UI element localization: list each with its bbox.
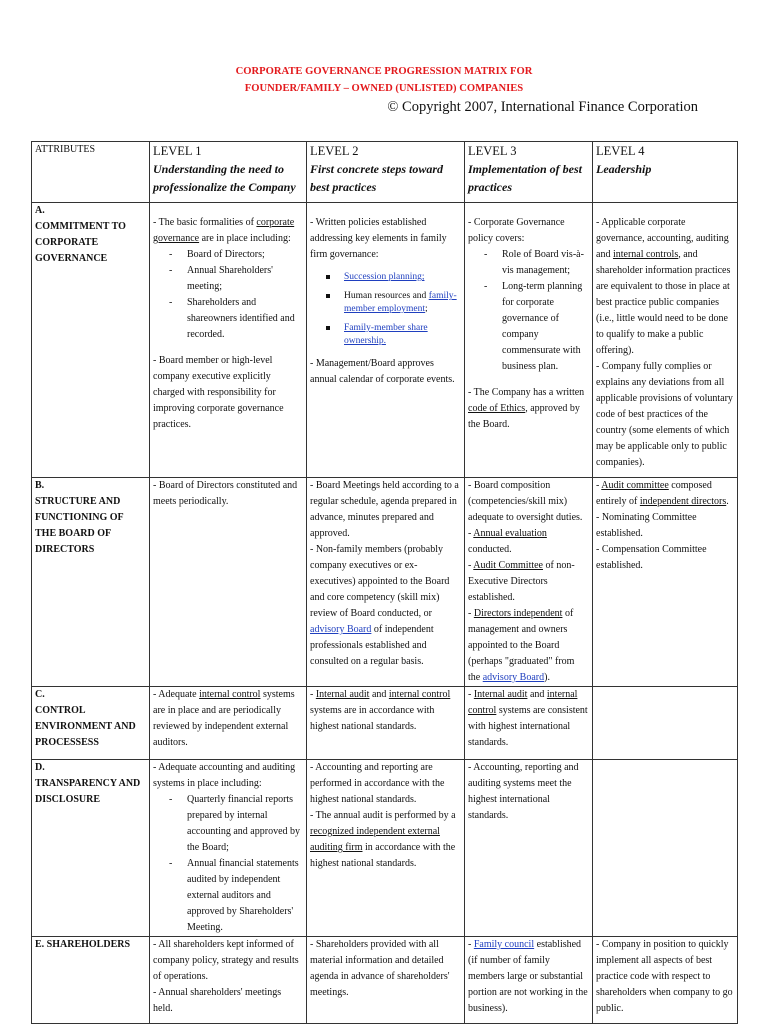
cell-text: - Corporate Governance policy covers: — [468, 217, 565, 244]
directors-independent-link[interactable]: Directors independent — [473, 608, 563, 619]
list-item: - Annual Shareholders' meeting; — [187, 263, 303, 295]
cell-text: - — [468, 939, 474, 950]
cell-shareholders-level-1 — [150, 937, 307, 1024]
internal-audit-link[interactable]: Internal audit — [315, 689, 370, 700]
list — [310, 271, 461, 348]
cell-text: - — [596, 480, 602, 491]
cell-text: - Adequate — [153, 689, 200, 700]
list-item — [344, 271, 461, 284]
level-3-subtitle: Implementation of best practices — [468, 162, 582, 194]
document-title — [0, 63, 768, 97]
cell-control-level-1 — [150, 687, 307, 760]
cell-commitment-level-1 — [150, 203, 307, 478]
cell-text: of independent professionals established and consulted on a regular basis. — [310, 624, 434, 667]
internal-control-link[interactable]: internal control — [199, 689, 261, 700]
cell-text: - Compensation Committee established. — [596, 544, 707, 571]
cell-text: - Board of Directors constituted and meets periodically. — [153, 480, 298, 507]
cell-text: . — [726, 496, 729, 507]
cell-text: systems are consistent with highest international standards. — [468, 705, 588, 748]
attribute-letter: D. — [35, 762, 45, 773]
copyright-notice: © Copyright 2007, International Finance Corporation — [387, 99, 698, 115]
cell-board-level-4 — [593, 478, 738, 687]
cell-text: , and shareholder information practices are equivalent to those in place at best practice public companies (i.e., little would need to be done to qualify to make a public offering). — [596, 249, 731, 356]
cell-control-level-2 — [307, 687, 465, 760]
cell-text: - Company fully complies or explains any deviations from all applicable provisions of voluntary code of best practices of the country (some elements of which may be applicable only to public companies). — [596, 361, 733, 468]
cell-text — [596, 478, 734, 510]
cell-text: - Applicable corporate governance, accounting, auditing and — [596, 217, 729, 260]
audit-committee-link[interactable]: Audit committee — [601, 480, 669, 491]
cell-text: ; — [425, 304, 428, 314]
header-row — [32, 142, 738, 203]
cell-board-level-1 — [150, 478, 307, 687]
attribute-control-environment — [32, 687, 150, 760]
cell-text: - — [468, 560, 474, 571]
cell-text: - Accounting and reporting are performed in accordance with the highest national standards. — [310, 762, 445, 805]
cell-text: - — [468, 689, 474, 700]
cell-text: systems are in place and are periodically reviewed by independent external auditors. — [153, 689, 295, 748]
cell-text: - — [468, 528, 474, 539]
external-auditing-firm-link[interactable]: recognized independent external auditing firm — [310, 826, 440, 853]
cell-text: established (if number of family members large or substantial portion are not working in the business). — [468, 939, 588, 1014]
table-row-control-environment — [32, 687, 738, 760]
list-item: - Long-term planning for corporate governance of company commensurate with business plan. — [502, 279, 589, 375]
cell-board-level-3 — [465, 478, 593, 687]
cell-text — [468, 558, 589, 606]
attribute-commitment — [32, 203, 150, 478]
cell-control-level-3 — [465, 687, 593, 760]
attribute-name: CONTROL ENVIRONMENT AND PROCESSESS — [35, 705, 136, 748]
list — [468, 247, 589, 375]
cell-text: - — [310, 689, 316, 700]
attribute-letter: B. — [35, 480, 45, 491]
attribute-name: E. SHAREHOLDERS — [35, 939, 131, 950]
cell-text: of management and owners appointed to the Board (perhaps "graduated" from the — [468, 608, 575, 683]
table-row-commitment — [32, 203, 738, 478]
cell-shareholders-level-2 — [307, 937, 465, 1024]
cell-text: - Shareholders provided with all material information and detailed agenda in advance of shareholders' meetings. — [310, 939, 450, 998]
cell-text: of non-Executive Directors established. — [468, 560, 575, 603]
attribute-board-structure — [32, 478, 150, 687]
cell-text: - Non-family members (probably company executives or ex-executives) appointed to the Board and core competency (skill mix) review of Board conducted, or — [310, 544, 450, 619]
audit-committee-link[interactable]: Audit Committee — [473, 560, 543, 571]
cell-text — [310, 808, 461, 872]
independent-directors-link[interactable]: independent directors — [639, 496, 727, 507]
succession-planning-link[interactable]: Succession planning; — [344, 272, 425, 282]
attribute-name: COMMITMENT TO CORPORATE GOVERNANCE — [35, 221, 126, 264]
header-level-4 — [593, 142, 738, 203]
level-3-name: LEVEL 3 — [468, 144, 517, 158]
cell-text: - Accounting, reporting and auditing systems meet the highest international standards. — [468, 762, 579, 821]
advisory-board-link[interactable]: advisory Board — [310, 624, 372, 635]
cell-transparency-level-1 — [150, 760, 307, 937]
cell-text: - Adequate accounting and auditing systems in place including: — [153, 762, 296, 789]
cell-text: and — [527, 689, 547, 700]
advisory-board-link[interactable]: advisory Board — [482, 672, 545, 683]
list-item — [344, 322, 461, 348]
title-line-2: FOUNDER/FAMILY – OWNED (UNLISTED) COMPANIES — [244, 83, 524, 94]
attribute-letter: A. — [35, 205, 45, 216]
family-council-link[interactable]: Family council — [473, 939, 535, 950]
level-1-name: LEVEL 1 — [153, 144, 202, 158]
level-1-subtitle: Understanding the need to professionalize the Company — [153, 162, 296, 194]
cell-text: conducted. — [468, 544, 512, 555]
cell-text: are in place including: — [199, 233, 291, 244]
cell-text: - Company in position to quickly implement all aspects of best practice code with respect to shareholders when company to go public. — [596, 939, 733, 1014]
cell-text: - The annual audit is performed by a — [310, 810, 456, 821]
cell-commitment-level-2 — [307, 203, 465, 478]
header-level-1 — [150, 142, 307, 203]
header-level-3 — [465, 142, 593, 203]
cell-text: ). — [544, 672, 550, 683]
cell-text: - Nominating Committee established. — [596, 512, 697, 539]
cell-commitment-level-3 — [465, 203, 593, 478]
level-2-name: LEVEL 2 — [310, 144, 359, 158]
cell-text: - Board member or high-level company executive explicitly charged with responsibility for improving corporate governance practices. — [153, 355, 284, 430]
cell-text: systems are in accordance with highest national standards. — [310, 705, 435, 732]
list-item: - Board of Directors; — [187, 247, 303, 263]
cell-board-level-2 — [307, 478, 465, 687]
level-2-subtitle: First concrete steps toward best practices — [310, 162, 444, 194]
cell-text: - Board Meetings held according to a regular schedule, agenda prepared in advance, minutes prepared and approved. — [310, 480, 459, 539]
internal-audit-link[interactable]: Internal audit — [473, 689, 528, 700]
cell-text: , approved by the Board. — [468, 403, 580, 430]
cell-text: - Management/Board approves annual calendar of corporate events. — [310, 358, 455, 385]
internal-control-link[interactable]: internal control — [388, 689, 451, 700]
list — [153, 247, 303, 343]
attribute-name: STRUCTURE AND FUNCTIONING OF THE BOARD OF DIRECTORS — [35, 496, 124, 555]
cell-text: in accordance with the highest national standards. — [310, 842, 456, 869]
corporate-governance-link[interactable]: corporate governance — [153, 217, 295, 244]
level-4-name: LEVEL 4 — [596, 144, 645, 158]
cell-text — [468, 526, 589, 558]
header-level-2 — [307, 142, 465, 203]
governance-matrix-table — [31, 141, 738, 1024]
code-of-ethics-link[interactable]: code of Ethics — [468, 403, 526, 414]
cell-text: - Board composition (competencies/skill mix) adequate to oversight duties. — [468, 480, 583, 523]
cell-transparency-level-4 — [593, 760, 738, 937]
title-line-1: CORPORATE GOVERNANCE PROGRESSION MATRIX FOR — [235, 66, 533, 77]
list-item — [344, 290, 461, 316]
cell-shareholders-level-3 — [465, 937, 593, 1024]
attribute-shareholders — [32, 937, 150, 1024]
header-attributes — [32, 142, 150, 203]
cell-text: - The Company has a written — [468, 387, 585, 398]
family-member-employment-link[interactable]: family-member employment — [344, 291, 457, 314]
cell-text: - Written policies established addressing key elements in family firm governance: — [310, 217, 447, 260]
internal-controls-link[interactable]: internal controls — [612, 249, 679, 260]
cell-text: Human resources and — [344, 291, 429, 301]
cell-text: and — [369, 689, 389, 700]
cell-control-level-4 — [593, 687, 738, 760]
list — [153, 792, 303, 936]
level-4-subtitle: Leadership — [596, 162, 652, 176]
cell-transparency-level-2 — [307, 760, 465, 937]
cell-text: composed entirely of — [596, 480, 712, 507]
header-attributes-label: ATTRIBUTES — [35, 144, 95, 155]
cell-text — [468, 606, 589, 686]
list-item: - Annual financial statements audited by independent external auditors and approved by Shareholders' Meeting. — [187, 856, 303, 936]
attribute-name: TRANSPARENCY AND DISCLOSURE — [35, 778, 141, 805]
table-row-shareholders — [32, 937, 738, 1024]
cell-transparency-level-3 — [465, 760, 593, 937]
table-row-board-structure — [32, 478, 738, 687]
list-item: - Quarterly financial reports prepared by internal accounting and approved by the Board; — [187, 792, 303, 856]
cell-text: - — [468, 608, 474, 619]
table-row-transparency — [32, 760, 738, 937]
cell-shareholders-level-4 — [593, 937, 738, 1024]
cell-text — [310, 542, 461, 670]
list-item: - Shareholders and shareowners identified and recorded. — [187, 295, 303, 343]
cell-text: - Annual shareholders' meetings held. — [153, 987, 282, 1014]
cell-text: - All shareholders kept informed of company policy, strategy and results of operations. — [153, 939, 299, 982]
family-member-share-ownership-link[interactable]: Family-member share ownership. — [344, 323, 428, 346]
attribute-letter: C. — [35, 689, 45, 700]
annual-evaluation-link[interactable]: Annual evaluation — [473, 528, 547, 539]
internal-control-link[interactable]: internal control — [468, 689, 578, 716]
attribute-transparency — [32, 760, 150, 937]
list-item: - Role of Board vis-à-vis management; — [502, 247, 589, 279]
cell-commitment-level-4 — [593, 203, 738, 478]
cell-text: - The basic formalities of — [153, 217, 257, 228]
